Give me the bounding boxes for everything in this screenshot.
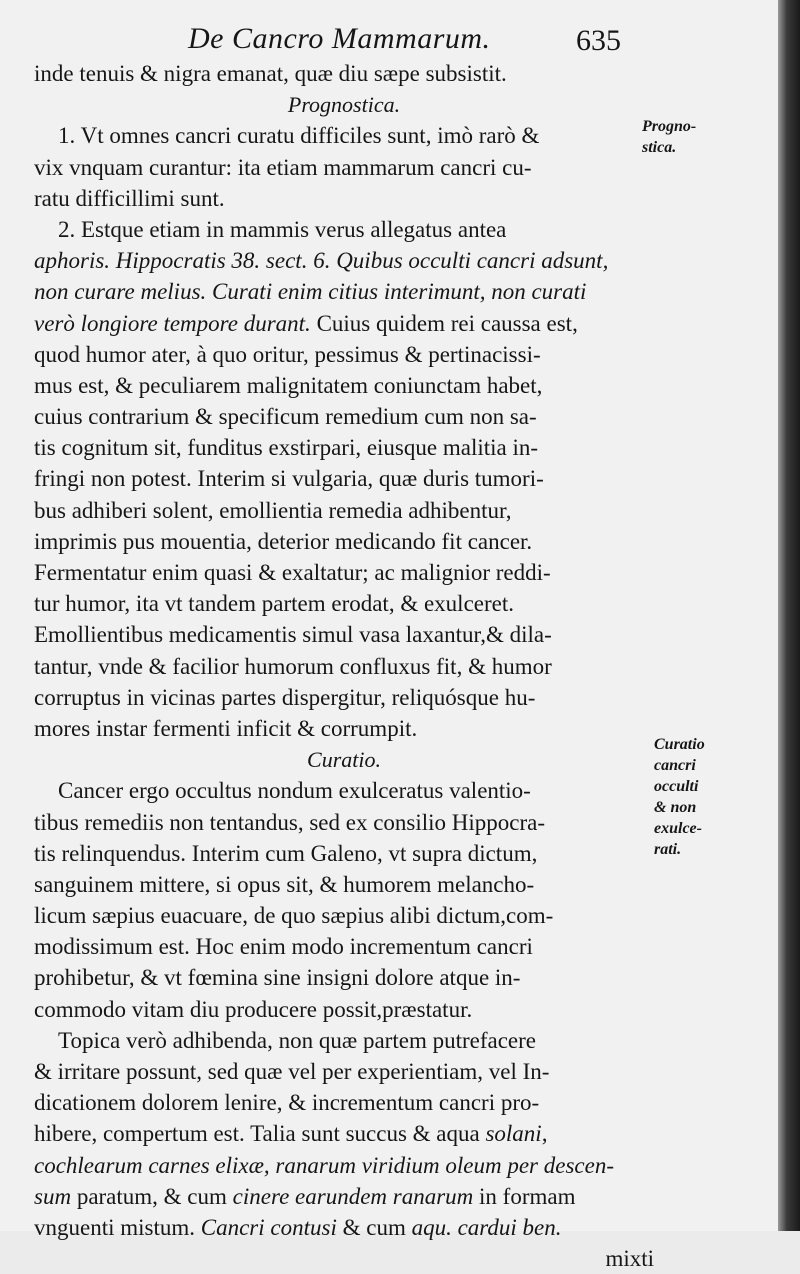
sidenote-curatio (654, 734, 705, 860)
book-binding-edge (778, 0, 800, 1231)
sidenote-line: stica. (642, 139, 677, 156)
text-line: vix vnquam curantur: ita etiam mammarum cancri cu- (34, 154, 532, 180)
text-line: imprimis pus mouentia, deterior medicando fit cancer. (34, 528, 533, 554)
sidenote-line: exulce- (654, 820, 702, 837)
text-line: sanguinem mittere, si opus sit, & humorem melancho- (34, 871, 535, 897)
text-line: dicationem dolorem lenire, & incrementum cancri pro- (34, 1090, 540, 1116)
sidenote-line: Curatio (654, 736, 705, 753)
italic-segment: non curare melius. Curati enim citius interimunt, non curati (34, 279, 587, 305)
text-segment: hibere, compertum est. Talia sunt succus & aqua (34, 1121, 486, 1147)
text-line (34, 1212, 654, 1243)
text-line: Emollientibus medicamentis simul vasa laxantur,& dila- (34, 622, 552, 648)
text-line: Fermentatur enim quasi & exaltatur; ac malignior reddi- (34, 560, 551, 585)
text-line: Curatio. (307, 747, 381, 773)
text-line: licum sæpius euacuare, de quo sæpius alibi dictum,com- (34, 903, 554, 929)
italic-segment: cinere earundem ranarum (232, 1183, 474, 1209)
text-segment: vnguenti mistum. (34, 1214, 201, 1240)
text-line: inde tenuis & nigra emanat, quæ diu sæpe subsistit. (34, 61, 507, 86)
body-text (34, 58, 654, 1274)
text-line (34, 1181, 654, 1212)
page-number: 635 (576, 24, 621, 57)
text-line: Prognostica. (287, 92, 401, 118)
page-header (0, 18, 700, 58)
sidenote-prognostica (642, 116, 696, 158)
text-segment: & cum (336, 1214, 412, 1240)
text-line: quod humor ater, à quo oritur, pessimus & pertinacissi- (34, 341, 541, 367)
sidenote-line: Progno- (642, 118, 697, 135)
italic-segment: verò longiore tempore durant. (34, 310, 311, 336)
text-line: corruptus in vicinas partes dispergitur, reliquósque hu- (34, 684, 536, 710)
text-line: Topica verò adhibenda, non quæ partem putrefacere (58, 1027, 536, 1053)
text-line: tantur, vnde & facilior humorum confluxus fit, & humor (34, 653, 552, 679)
text-line: tis relinquendus. Interim cum Galeno, vt supra dictum, (34, 840, 538, 866)
text-segment: paratum, & cum (71, 1183, 233, 1209)
running-title: De Cancro Mammarum. (188, 22, 491, 55)
text-segment: in formam (473, 1183, 576, 1209)
text-line: tibus remediis non tentandus, sed ex consilio Hippocra- (34, 809, 546, 835)
text-line: prohibetur, & vt fœmina sine insigni dolore atque in- (34, 965, 521, 991)
text-line: fringi non potest. Interim si vulgaria, quæ duris tumori- (34, 466, 544, 492)
text-line: mores instar fermenti inficit & corrumpit. (34, 715, 418, 741)
italic-segment: aqu. cardui ben. (411, 1214, 562, 1240)
italic-segment: sum (34, 1183, 72, 1209)
text-line: Cancer ergo occultus nondum exulceratus valentio- (58, 778, 531, 804)
text-line (34, 1118, 654, 1149)
text-line: 2. Estque etiam in mammis verus allegatus antea (58, 216, 507, 242)
text-line: commodo vitam diu producere possit,præstatur. (34, 996, 473, 1022)
text-line: 1. Vt omnes cancri curatu difficiles sunt, imò rarò & (58, 123, 540, 149)
italic-segment: cochlearum carnes elixæ, ranarum viridium oleum per descen- (34, 1152, 614, 1178)
text-line: tis cognitum sit, funditus exstirpari, eiusque malitia in- (34, 435, 539, 461)
text-line (34, 276, 654, 307)
text-line: modissimum est. Hoc enim modo incrementum cancri (34, 934, 533, 960)
sidenote-line: & non (654, 799, 697, 816)
italic-segment: solani, (485, 1121, 548, 1147)
text-line: & irritare possunt, sed quæ vel per experientiam, vel In- (34, 1059, 550, 1084)
text-line: mus est, & peculiarem malignitatem coniunctam habet, (34, 372, 543, 398)
italic-segment: Cancri contusi (200, 1214, 337, 1240)
sidenote-line: rati. (654, 841, 682, 858)
italic-segment: aphoris. Hippocratis 38. sect. 6. Quibus occulti cancri adsunt, (34, 248, 609, 274)
text-line: mixti (605, 1246, 654, 1272)
text-line: ratu difficillimi sunt. (34, 185, 225, 211)
text-line: cuius contrarium & specificum remedium cum non sa- (34, 404, 537, 430)
sidenote-line: occulti (654, 778, 699, 795)
text-segment: Cuius quidem rei caussa est, (310, 310, 578, 336)
text-line: tur humor, ita vt tandem partem erodat, & exulceret. (34, 591, 514, 617)
text-line (34, 308, 654, 339)
sidenote-line: cancri (654, 757, 696, 774)
text-line (34, 1150, 654, 1181)
text-line (34, 245, 654, 276)
text-line: bus adhiberi solent, emollientia remedia adhibentur, (34, 497, 512, 523)
